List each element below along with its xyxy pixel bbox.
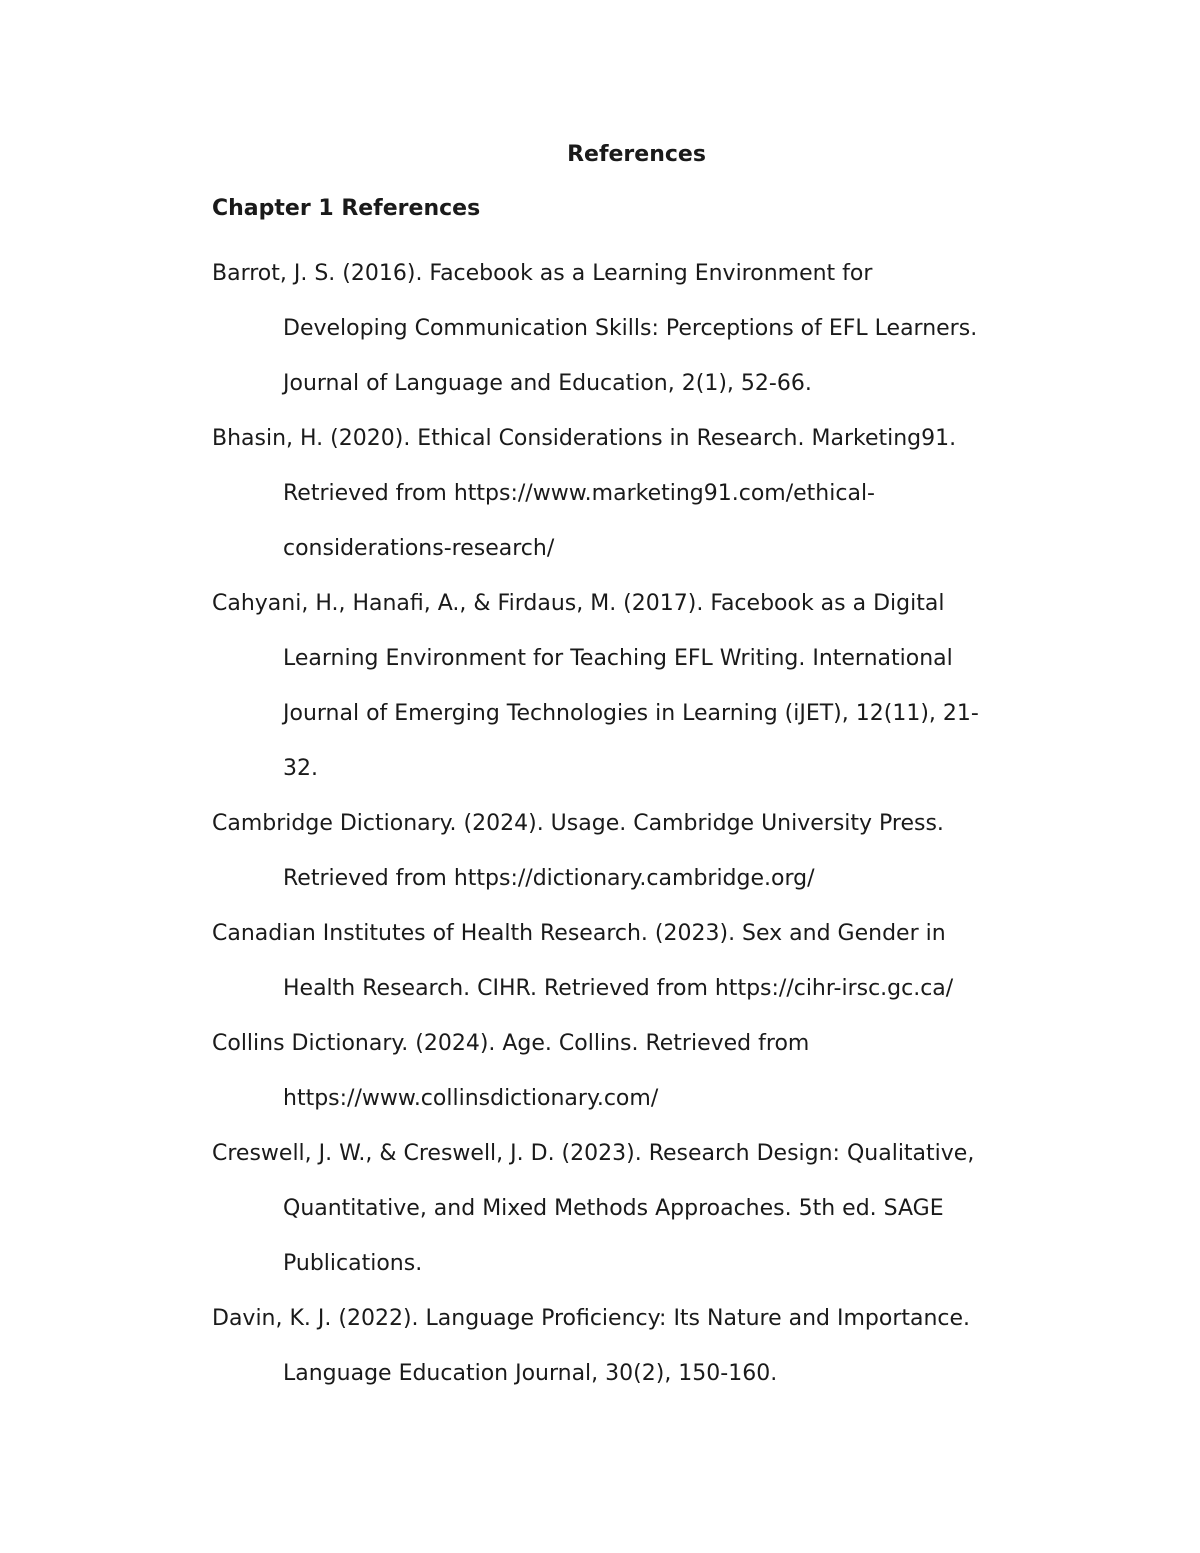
reference-line: Bhasin, H. (2020). Ethical Considerations in Research. Marketing91. bbox=[212, 426, 957, 451]
reference-line: Davin, K. J. (2022). Language Proficiency: Its Nature and Importance. bbox=[212, 1306, 971, 1331]
reference-line: Creswell, J. W., & Creswell, J. D. (2023). Research Design: Qualitative, bbox=[212, 1141, 975, 1166]
chapter-heading: Chapter 1 References bbox=[212, 196, 481, 221]
reference-entry-collins bbox=[212, 1016, 1052, 1126]
reference-entry-davin bbox=[212, 1291, 1052, 1401]
reference-entry-barrot bbox=[212, 246, 1052, 411]
reference-line: 32. bbox=[283, 756, 318, 781]
reference-line: Collins Dictionary. (2024). Age. Collins. Retrieved from bbox=[212, 1031, 810, 1056]
reference-line: Canadian Institutes of Health Research. (2023). Sex and Gender in bbox=[212, 921, 946, 946]
reference-line: Journal of Emerging Technologies in Learning (iJET), 12(11), 21- bbox=[283, 701, 979, 726]
reference-line: Publications. bbox=[283, 1251, 423, 1276]
reference-entry-bhasin bbox=[212, 411, 1052, 576]
reference-list bbox=[212, 246, 1052, 1401]
reference-line: Quantitative, and Mixed Methods Approaches. 5th ed. SAGE bbox=[283, 1196, 944, 1221]
reference-entry-cambridge bbox=[212, 796, 1052, 906]
reference-line: Cambridge Dictionary. (2024). Usage. Cambridge University Press. bbox=[212, 811, 944, 836]
reference-line: Retrieved from https://dictionary.cambridge.org/ bbox=[283, 866, 815, 891]
reference-line: Health Research. CIHR. Retrieved from https://cihr-irsc.gc.ca/ bbox=[283, 976, 954, 1001]
reference-line: Barrot, J. S. (2016). Facebook as a Learning Environment for bbox=[212, 261, 873, 286]
reference-line: Learning Environment for Teaching EFL Writing. International bbox=[283, 646, 953, 671]
reference-line: Language Education Journal, 30(2), 150-160. bbox=[283, 1361, 778, 1386]
reference-entry-creswell bbox=[212, 1126, 1052, 1291]
reference-line: Cahyani, H., Hanafi, A., & Firdaus, M. (2017). Facebook as a Digital bbox=[212, 591, 945, 616]
reference-line: Retrieved from https://www.marketing91.com/ethical- bbox=[283, 481, 875, 506]
reference-line: Developing Communication Skills: Perceptions of EFL Learners. bbox=[283, 316, 978, 341]
reference-line: Journal of Language and Education, 2(1), 52-66. bbox=[283, 371, 812, 396]
reference-entry-cahyani bbox=[212, 576, 1052, 796]
reference-line: https://www.collinsdictionary.com/ bbox=[283, 1086, 659, 1111]
reference-line: considerations-research/ bbox=[283, 536, 555, 561]
page-title: References bbox=[567, 142, 706, 167]
reference-entry-cihr bbox=[212, 906, 1052, 1016]
